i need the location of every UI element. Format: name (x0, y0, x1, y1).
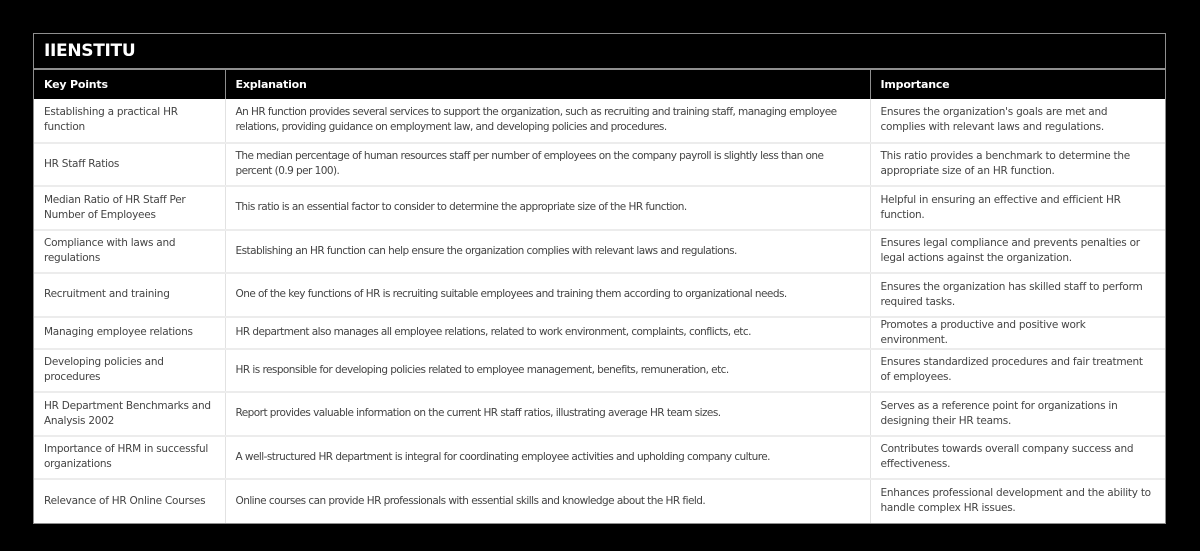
explanation-cell: The median percentage of human resources staff per number of employees on the company payroll is slightly less than one percent (0.9 per 100). (225, 143, 870, 187)
importance-cell: Ensures the organization has skilled staff to perform required tasks. (870, 273, 1165, 317)
table-row (34, 349, 1165, 393)
hr-key-points-table-container (33, 33, 1166, 524)
importance-cell: Ensures legal compliance and prevents penalties or legal actions against the organization. (870, 230, 1165, 274)
table-row (34, 143, 1165, 187)
explanation-cell: HR department also manages all employee relations, related to work environment, complaints, conflicts, etc. (225, 317, 870, 349)
importance-cell: Ensures the organization's goals are met and complies with relevant laws and regulations. (870, 99, 1165, 143)
key-point-cell: Relevance of HR Online Courses (34, 479, 225, 523)
explanation-cell: A well-structured HR department is integral for coordinating employee activities and upholding company culture. (225, 436, 870, 480)
key-point-cell: HR Staff Ratios (34, 143, 225, 187)
table-row (34, 99, 1165, 143)
table-row (34, 436, 1165, 480)
explanation-cell: Report provides valuable information on the current HR staff ratios, illustrating average HR team sizes. (225, 392, 870, 436)
header-importance: Importance (870, 70, 1165, 99)
table-title: IIENSTITU (34, 34, 1165, 70)
table-row (34, 186, 1165, 230)
table-row (34, 392, 1165, 436)
header-row (34, 70, 1165, 99)
key-point-cell: Developing policies and procedures (34, 349, 225, 393)
key-point-cell: Median Ratio of HR Staff Per Number of Employees (34, 186, 225, 230)
importance-cell: Ensures standardized procedures and fair treatment of employees. (870, 349, 1165, 393)
explanation-cell: An HR function provides several services to support the organization, such as recruiting and training staff, managing employee relations, providing guidance on employment law, and developing policies and procedures. (225, 99, 870, 143)
importance-cell: Contributes towards overall company success and effectiveness. (870, 436, 1165, 480)
header-key-points: Key Points (34, 70, 225, 99)
key-point-cell: Establishing a practical HR function (44, 106, 178, 134)
header-explanation: Explanation (225, 70, 870, 99)
key-point-cell: Managing employee relations (34, 317, 225, 349)
explanation-cell: Online courses can provide HR professionals with essential skills and knowledge about the HR field. (225, 479, 870, 523)
key-point-cell: Importance of HRM in successful organizations (34, 436, 225, 480)
table-row (34, 317, 1165, 349)
importance-cell: Enhances professional development and the ability to handle complex HR issues. (870, 479, 1165, 523)
table-row (34, 230, 1165, 274)
explanation-cell: Establishing an HR function can help ensure the organization complies with relevant laws and regulations. (225, 230, 870, 274)
table-row (34, 273, 1165, 317)
importance-cell: This ratio provides a benchmark to determine the appropriate size of an HR function. (870, 143, 1165, 187)
importance-cell: Serves as a reference point for organizations in designing their HR teams. (870, 392, 1165, 436)
key-point-cell: Compliance with laws and regulations (34, 230, 225, 274)
table-row (34, 479, 1165, 523)
explanation-cell: HR is responsible for developing policies related to employee management, benefits, remuneration, etc. (225, 349, 870, 393)
hr-key-points-table (34, 70, 1165, 523)
importance-cell: Promotes a productive and positive work environment. (870, 317, 1165, 349)
key-point-cell: Recruitment and training (34, 273, 225, 317)
explanation-cell: One of the key functions of HR is recruiting suitable employees and training them according to organizational needs. (225, 273, 870, 317)
key-point-cell: HR Department Benchmarks and Analysis 2002 (34, 392, 225, 436)
importance-cell: Helpful in ensuring an effective and efficient HR function. (870, 186, 1165, 230)
explanation-cell: This ratio is an essential factor to consider to determine the appropriate size of the HR function. (225, 186, 870, 230)
